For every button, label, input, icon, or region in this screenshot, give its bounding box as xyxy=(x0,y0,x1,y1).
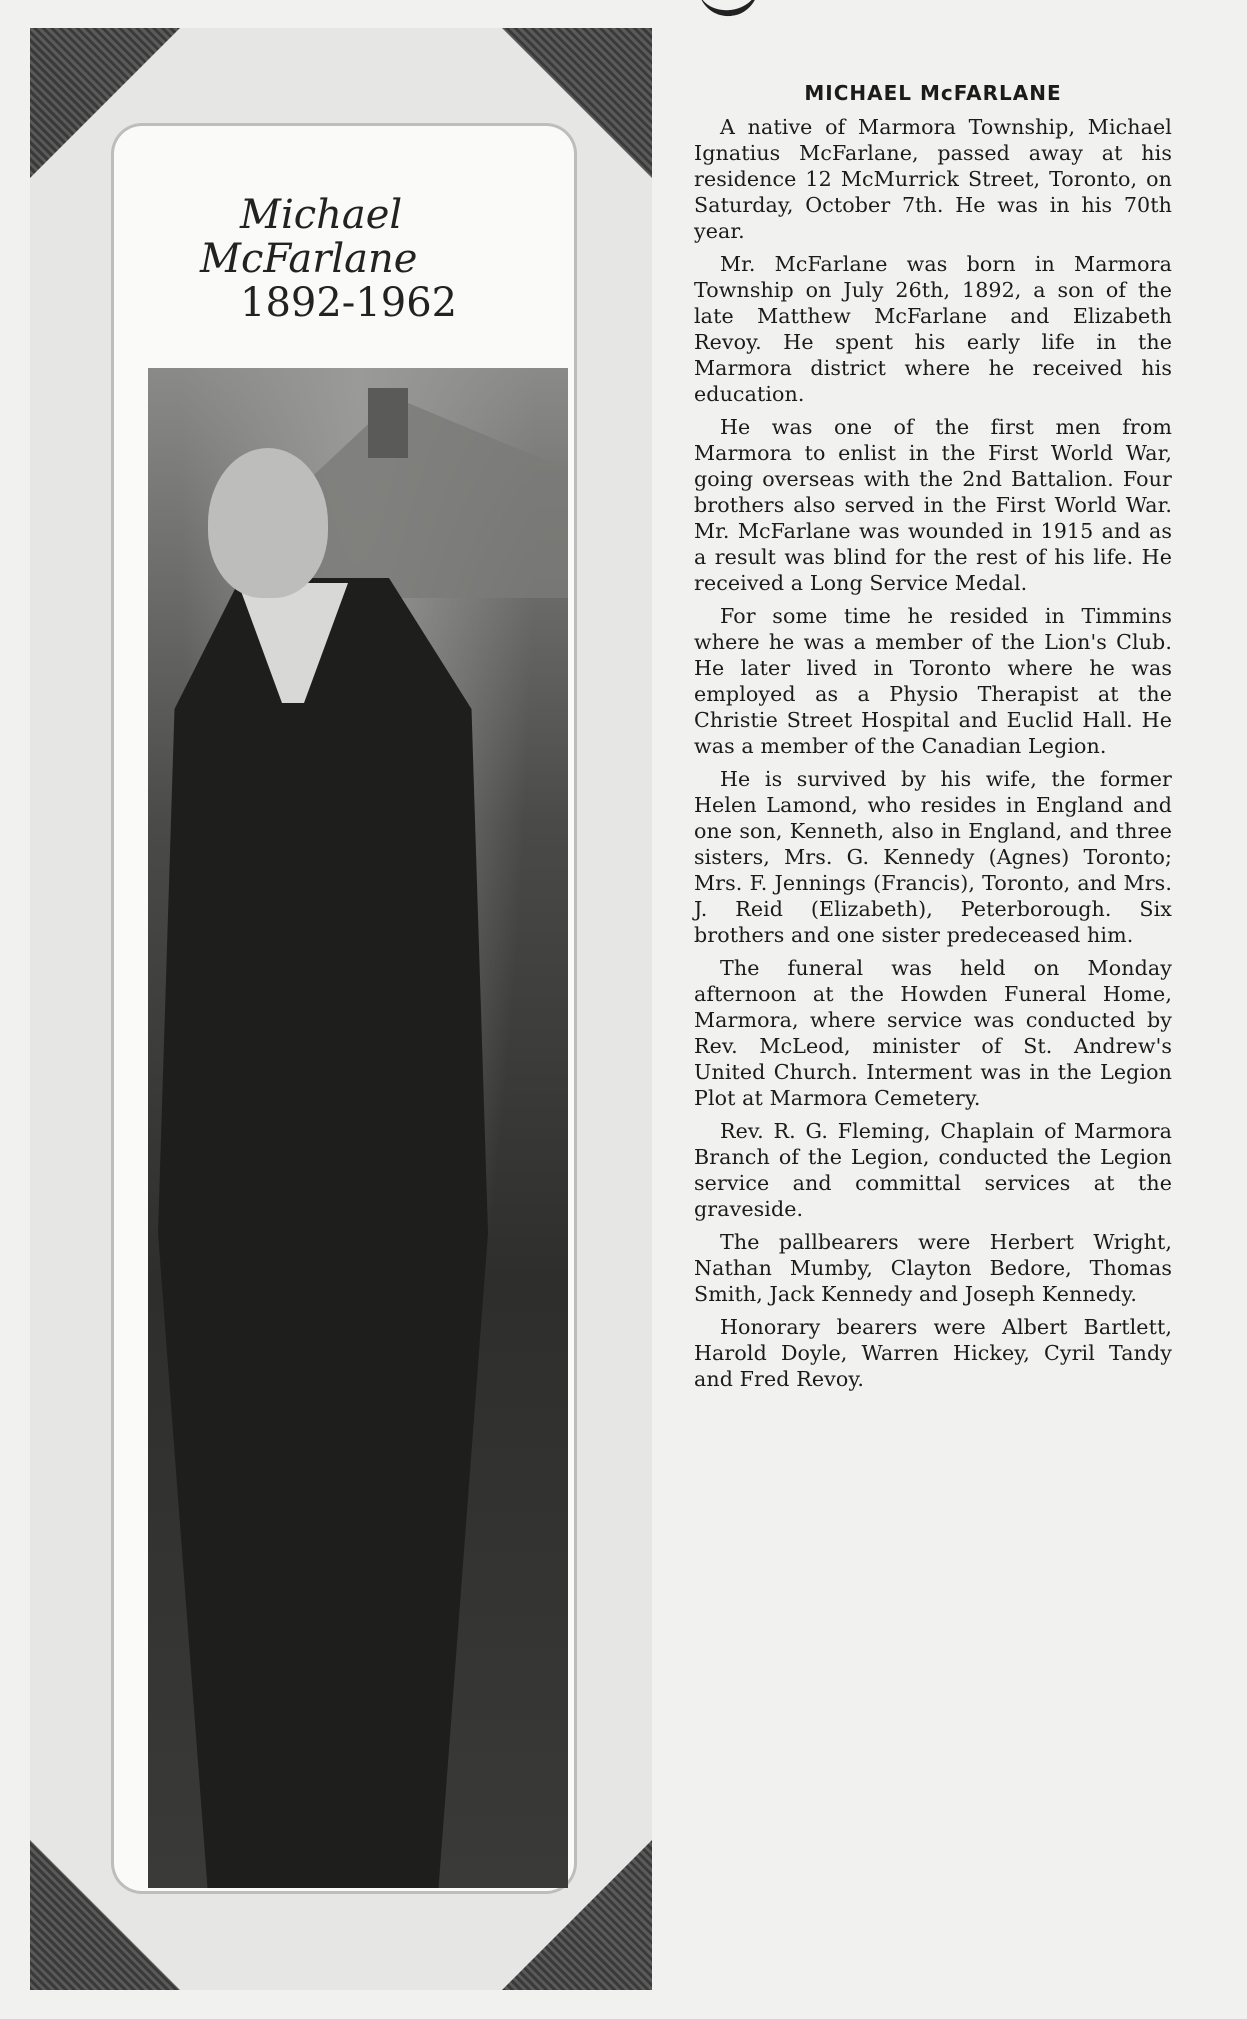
caption-first-name: Michael xyxy=(240,192,403,238)
caption-years: 1892-1962 xyxy=(240,280,458,326)
photo-figure-suit xyxy=(158,578,488,1888)
photo-figure-head xyxy=(208,448,328,598)
photo-chimney xyxy=(368,388,408,458)
article-paragraph: Honorary bearers were Albert Bartlett, Harold Doyle, Warren Hickey, Cyril Tandy and Fred Revoy. xyxy=(694,1315,1172,1391)
caption-last-name: McFarlane xyxy=(200,236,418,282)
article-paragraph: The pallbearers were Herbert Wright, Nathan Mumby, Clayton Bedore, Thomas Smith, Jack Kennedy and Joseph Kennedy. xyxy=(694,1230,1172,1306)
photo-panel xyxy=(30,28,652,1990)
article-paragraph: For some time he resided in Timmins where he was a member of the Lion's Club. He later lived in Toronto where he was employed as a Physio Therapist at the Christie Street Hospital and Euclid Hall. He was a member of the Canadian Legion. xyxy=(694,604,1172,758)
article-paragraph: He is survived by his wife, the former Helen Lamond, who resides in England and one son, Kenneth, also in England, and three sisters, Mrs. G. Kennedy (Agnes) Toronto; Mrs. F. Jennings (Francis), Toronto, and Mrs. J. Reid (Elizabeth), Peterborough. Six brothers and one sister predeceased him. xyxy=(694,767,1172,947)
article-paragraph: Rev. R. G. Fleming, Chaplain of Marmora Branch of the Legion, conducted the Legion service and committal services at the graveside. xyxy=(694,1119,1172,1221)
article-paragraph: The funeral was held on Monday afternoon at the Howden Funeral Home, Marmora, where service was conducted by Rev. McLeod, minister of St. Andrew's United Church. Interment was in the Legion Plot at Marmora Cemetery. xyxy=(694,956,1172,1110)
article-headline: MICHAEL McFARLANE xyxy=(804,81,1062,105)
portrait-photo xyxy=(148,368,568,1888)
obituary-article xyxy=(694,80,1172,1399)
article-paragraph: Mr. McFarlane was born in Marmora Township on July 26th, 1892, a son of the late Matthew McFarlane and Elizabeth Revoy. He spent his early life in the Marmora district where he received his education. xyxy=(694,252,1172,406)
photo-caption xyxy=(150,193,530,325)
article-paragraph: He was one of the first men from Marmora to enlist in the First World War, going overseas with the 2nd Battalion. Four brothers also served in the First World War. Mr. McFarlane was wounded in 1915 and as a result was blind for the rest of his life. He received a Long Service Medal. xyxy=(694,415,1172,595)
top-ink-mark xyxy=(698,0,762,20)
article-paragraph: A native of Marmora Township, Michael Ignatius McFarlane, passed away at his residence 12 McMurrick Street, Toronto, on Saturday, October 7th. He was in his 70th year. xyxy=(694,115,1172,243)
